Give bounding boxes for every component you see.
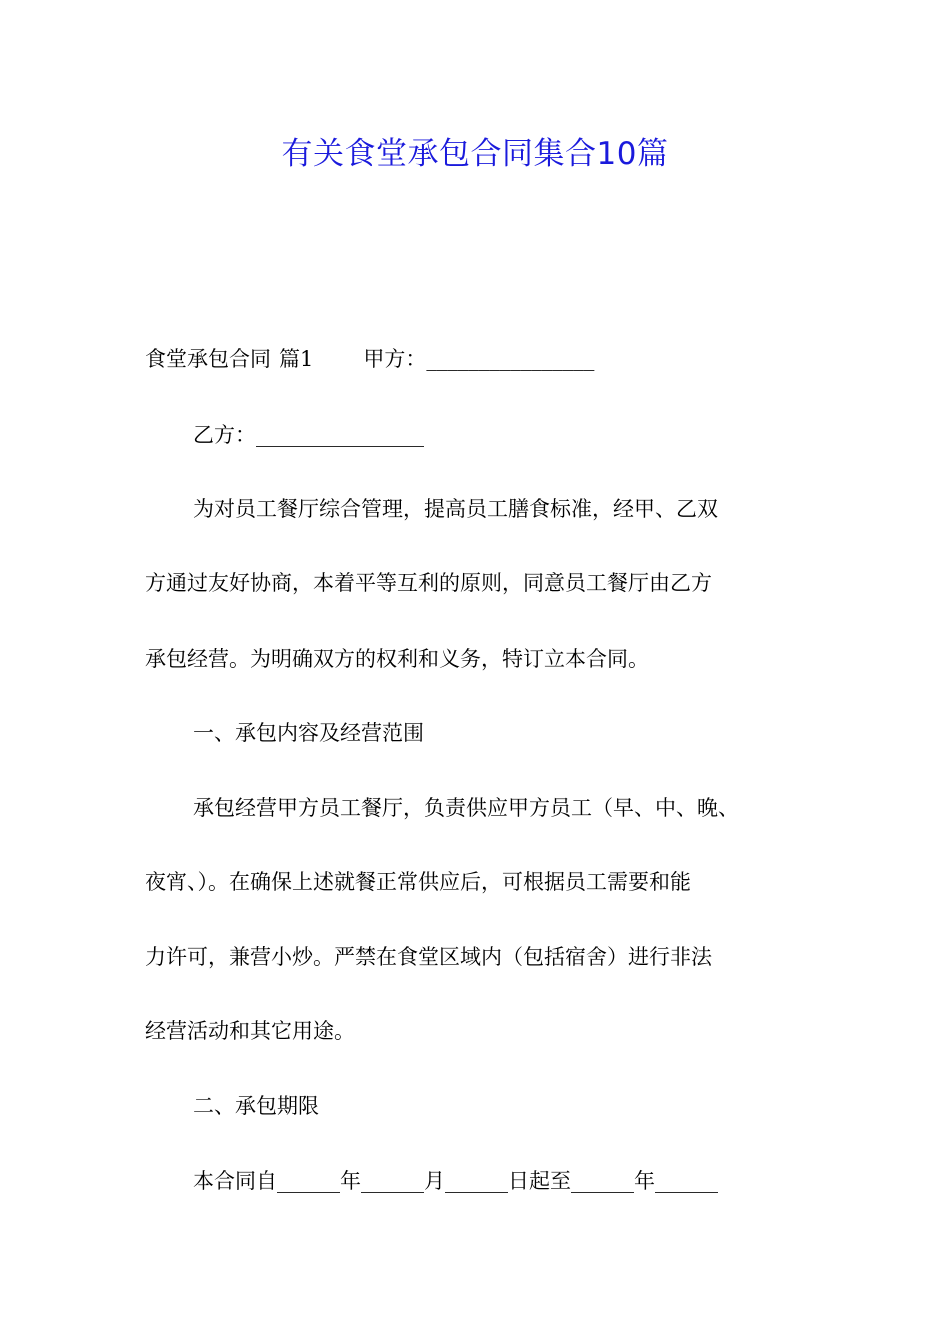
paragraph-line: 本合同自______年______月______日起至______年______ <box>193 1169 718 1193</box>
paragraph-line: 力许可，兼营小炒。严禁在食堂区域内（包括宿舍）进行非法 <box>145 945 712 969</box>
party-b-field: 乙方：________________ <box>193 423 424 447</box>
part-label: 篇1 <box>279 347 314 371</box>
paragraph-line: 为对员工餐厅综合管理，提高员工膳食标准，经甲、乙双 <box>193 497 718 521</box>
paragraph-line: 承包经营甲方员工餐厅，负责供应甲方员工（早、中、晚、 <box>193 796 739 820</box>
section-heading: 一、承包内容及经营范围 <box>193 721 424 745</box>
doc-label: 食堂承包合同 <box>145 347 271 371</box>
document-title: 有关食堂承包合同集合10篇 <box>281 136 669 172</box>
paragraph-line: 方通过友好协商，本着平等互利的原则，同意员工餐厅由乙方 <box>145 571 712 595</box>
paragraph-line: 经营活动和其它用途。 <box>145 1019 355 1043</box>
section-heading: 二、承包期限 <box>193 1094 319 1118</box>
party-a-field: 甲方：________________ <box>363 347 595 371</box>
paragraph-line: 承包经营。为明确双方的权利和义务，特订立本合同。 <box>145 647 649 671</box>
header-line <box>145 344 594 374</box>
paragraph-line: 夜宵、）。在确保上述就餐正常供应后，可根据员工需要和能 <box>145 870 691 894</box>
